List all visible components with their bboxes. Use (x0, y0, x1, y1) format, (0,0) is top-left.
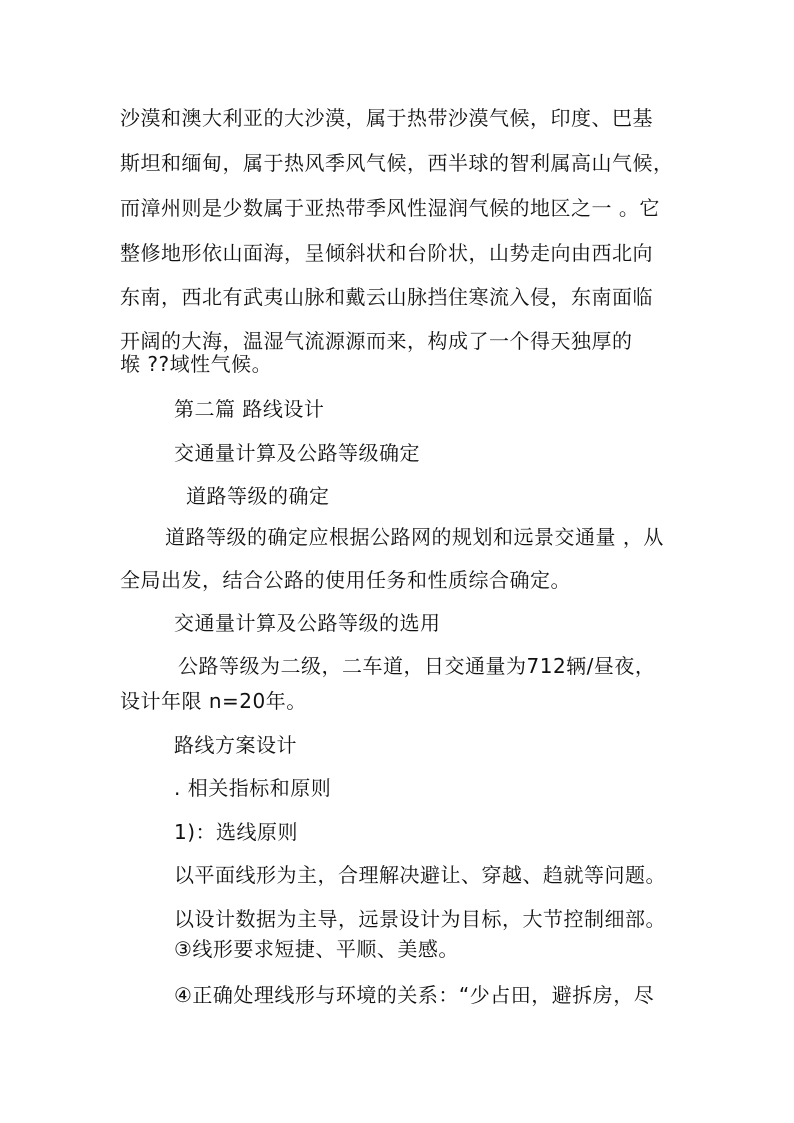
paragraph-line: 设计年限 n=20年。 (120, 689, 307, 713)
subsection-heading: 道路等级的确定 (186, 484, 330, 508)
list-item: 以平面线形为主，合理解决避让、穿越、趋就等问题。 (174, 863, 666, 887)
subsection-heading: 交通量计算及公路等级的选用 (174, 611, 441, 635)
list-item: ④正确处理线形与环境的关系：“少占田，避拆房，尽 (174, 983, 655, 1007)
paragraph-line: 斯坦和缅甸，属于热风季风气候，西半球的智利属高山气候， (120, 151, 674, 175)
subsection-heading: 交通量计算及公路等级确定 (174, 441, 420, 465)
section-heading: 第二篇 路线设计 (174, 397, 325, 421)
paragraph-line: 全局出发，结合公路的使用任务和性质综合确定。 (120, 568, 571, 592)
paragraph-line: 开阔的大海，温湿气流源源而来，构成了一个得天独厚的 (120, 329, 633, 353)
paragraph-line: 而漳州则是少数属于亚热带季风性湿润气候的地区之一 。它 (120, 196, 660, 220)
paragraph-line: 道路等级的确定应根据公路网的规划和远景交通量 ，从 (165, 525, 664, 549)
paragraph-line: 东南，西北有武夷山脉和戴云山脉挡住寒流入侵，东南面临 (120, 285, 653, 309)
subsection-heading: 路线方案设计 (174, 733, 297, 757)
paragraph-line: 公路等级为二级，二车道，日交通量为712辆/昼夜， (178, 654, 656, 678)
subsection-heading: . 相关指标和原则 (174, 776, 332, 800)
paragraph-line: 堠 ??域性气候。 (120, 352, 273, 376)
subsection-heading: 1)：选线原则 (174, 820, 299, 844)
paragraph-line: 沙漠和澳大利亚的大沙漠，属于热带沙漠气候，印度、巴基 (120, 106, 653, 130)
list-item: ③线形要求短捷、平顺、美感。 (174, 937, 459, 961)
paragraph-line: 整修地形依山面海，呈倾斜状和台阶状，山势走向由西北向 (120, 241, 653, 265)
list-item: 以设计数据为主导，远景设计为目标，大节控制细部。 (174, 907, 666, 931)
